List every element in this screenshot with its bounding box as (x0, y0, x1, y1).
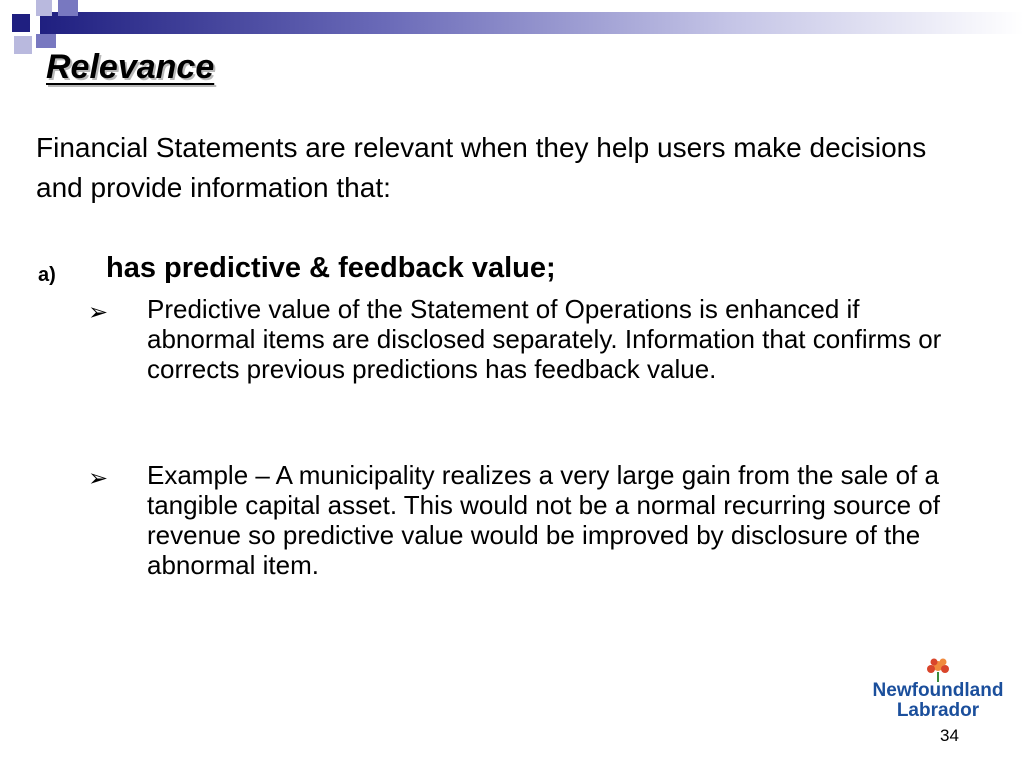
newfoundland-labrador-logo (868, 656, 1008, 720)
decor-square (36, 34, 56, 48)
arrow-bullet-icon: ➢ (88, 299, 109, 326)
arrow-bullet-icon: ➢ (88, 465, 109, 492)
intro-text: Financial Statements are relevant when they help users make decisions and provide information that: (36, 132, 927, 203)
decor-square (36, 0, 52, 16)
list-marker-a: a) (38, 264, 56, 286)
logo-line2: Labrador (896, 700, 980, 720)
top-banner-bar (40, 12, 1024, 34)
pitcher-plant-flower-icon (927, 659, 949, 683)
decor-square (58, 0, 78, 16)
bullet-item: Example – A municipality realizes a very large gain from the sale of a tangible capital asset. This would not be a normal recurring source of revenue so predictive value would be improved by disclosure of the abnormal item. (147, 460, 940, 580)
logo-line1: Newfoundland (872, 680, 1004, 701)
page-number: 34 (940, 726, 959, 745)
bullet-item: Predictive value of the Statement of Operations is enhanced if abnormal items are disclosed separately. Information that confirms or corrects previous predictions has feedback value. (147, 294, 942, 384)
point-a-heading: has predictive & feedback value; (106, 252, 556, 284)
slide-title: Relevance (46, 48, 215, 86)
decor-square (12, 14, 30, 32)
decor-square (14, 36, 32, 54)
